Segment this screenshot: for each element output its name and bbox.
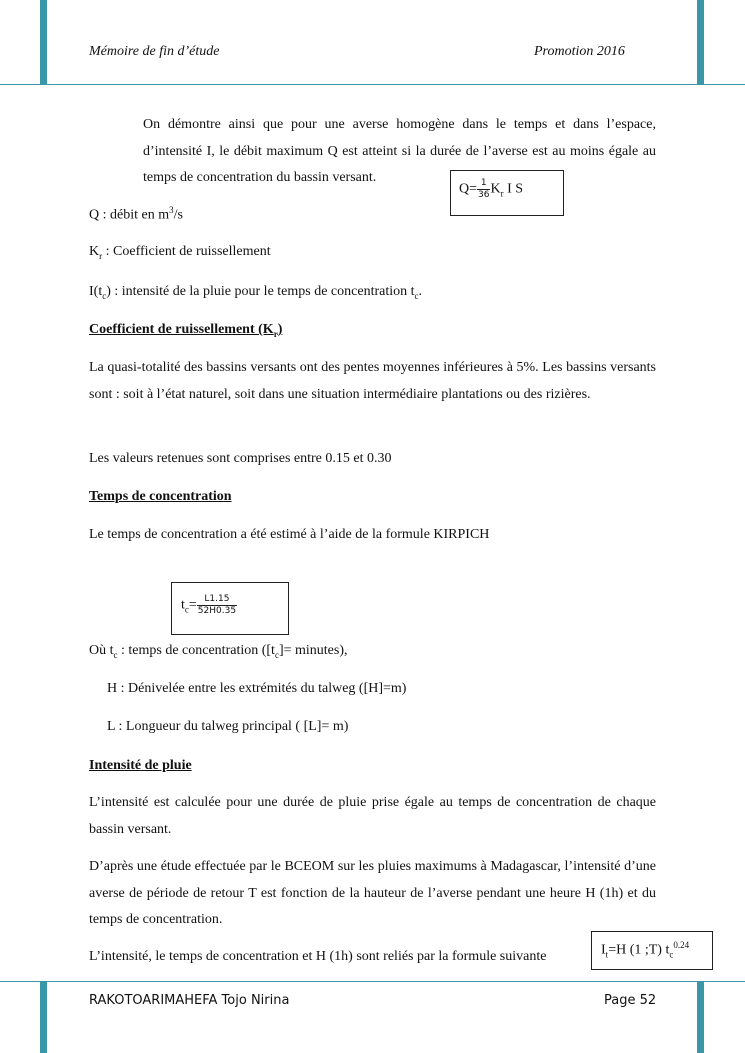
left-top-bar bbox=[40, 0, 47, 85]
left-bottom-bar bbox=[40, 981, 47, 1053]
def-k-text: : Coefficient de ruissellement bbox=[102, 244, 271, 259]
def-i-sub2: c bbox=[414, 290, 419, 301]
footer-author: RAKOTOARIMAHEFA Tojo Nirina bbox=[89, 993, 290, 1008]
formula-q-den: 36 bbox=[478, 190, 490, 200]
def-i-end: . bbox=[418, 284, 423, 299]
def-k bbox=[89, 244, 271, 261]
formula-q-num: 1 bbox=[477, 178, 490, 190]
formula-tc-num: L1.15 bbox=[197, 594, 237, 606]
formula-tc bbox=[181, 594, 237, 617]
formula-it-i: I bbox=[601, 942, 606, 958]
formula-it-sup: 0.24 bbox=[673, 940, 690, 950]
intro-paragraph: On démontre ainsi que pour une averse homogène dans le temps et dans l’espace, d’intensité I, le débit maximum Q est atteint si la durée de l’averse est au moins égale au temps de concentration du bassin versant. bbox=[143, 117, 656, 185]
heading-tc: Temps de concentration bbox=[89, 489, 232, 504]
formula-tc-lhs: t bbox=[181, 597, 185, 613]
tc-h-def: H : Dénivelée entre les extrémités du talweg ([H]=m) bbox=[107, 681, 407, 696]
formula-q-box bbox=[450, 170, 564, 216]
heading-kr-text: Coefficient de ruissellement (K bbox=[89, 322, 274, 337]
formula-it-isub: t bbox=[605, 949, 609, 960]
intensity-paragraph-2: D’après une étude effectuée par le BCEOM sur les pluies maximums à Madagascar, l’intensité d’une averse de période de retour T est fonction de la hauteur de l’averse pendant une heure H (1h) et du temps de concentration. bbox=[89, 859, 656, 927]
intensity-paragraph-1: L’intensité est calculée pour une durée de pluie prise égale au temps de concentration de chaque bassin versant. bbox=[89, 795, 656, 837]
kr-paragraph-1: La quasi-totalité des bassins versants ont des pentes moyennes inférieures à 5%. Les bassins versants sont : soit à l’état naturel, soit dans une situation intermédiaire plantations ou des rizières. bbox=[89, 360, 656, 402]
def-k-sym: K bbox=[89, 244, 100, 259]
formula-q bbox=[459, 178, 523, 201]
tc-where-a: Où t bbox=[89, 643, 114, 658]
formula-it-mid: =H (1 ;T) t bbox=[608, 942, 670, 958]
kr-paragraph-2: Les valeurs retenues sont comprises entre 0.15 et 0.30 bbox=[89, 451, 392, 466]
formula-it bbox=[601, 940, 689, 959]
heading-kr bbox=[89, 322, 282, 339]
def-k-sub: r bbox=[99, 250, 103, 261]
def-i-sub: c bbox=[102, 290, 107, 301]
header-rule bbox=[0, 84, 745, 85]
formula-q-k-sub: r bbox=[500, 188, 504, 199]
header-left: Mémoire de fin d’étude bbox=[89, 44, 220, 59]
def-q-text: Q : débit en m bbox=[89, 207, 170, 223]
tc-where-c: ]= minutes), bbox=[278, 643, 348, 658]
formula-tc-eq: = bbox=[188, 597, 197, 613]
footer-page-number: Page 52 bbox=[604, 993, 657, 1008]
def-q-sup: 3 bbox=[169, 205, 174, 215]
formula-tc-box bbox=[171, 582, 289, 635]
heading-kr-sub: r bbox=[273, 328, 278, 339]
def-i bbox=[89, 284, 422, 301]
heading-kr-end: ) bbox=[277, 322, 283, 337]
formula-it-box bbox=[591, 931, 713, 970]
footer-rule bbox=[0, 981, 745, 982]
formula-tc-sub: c bbox=[184, 604, 189, 615]
formula-q-k: K bbox=[490, 181, 501, 197]
right-top-bar bbox=[697, 0, 704, 85]
def-i-text: ) : intensité de la pluie pour le temps de concentration t bbox=[106, 284, 415, 299]
tc-where-b: : temps de concentration ([t bbox=[117, 643, 275, 658]
header-right: Promotion 2016 bbox=[534, 44, 625, 59]
tc-l-def: L : Longueur du talweg principal ( [L]= m) bbox=[107, 719, 349, 734]
tc-where-sub2: c bbox=[274, 649, 279, 660]
heading-intensity: Intensité de pluie bbox=[89, 758, 192, 773]
formula-q-lhs: Q= bbox=[459, 181, 478, 197]
tc-where bbox=[89, 643, 348, 660]
tc-paragraph: Le temps de concentration a été estimé à l’aide de la formule KIRPICH bbox=[89, 527, 490, 542]
tc-where-sub: c bbox=[113, 649, 118, 660]
def-i-sym: I(t bbox=[89, 284, 103, 299]
def-q bbox=[89, 205, 183, 224]
right-bottom-bar bbox=[697, 981, 704, 1053]
intensity-paragraph-3: L’intensité, le temps de concentration et H (1h) sont reliés par la formule suivante bbox=[89, 949, 547, 964]
formula-it-csub: c bbox=[669, 949, 674, 960]
formula-tc-den: 52H0.35 bbox=[197, 606, 237, 616]
formula-q-rest: I S bbox=[503, 181, 524, 197]
def-q-unit: /s bbox=[173, 207, 183, 223]
